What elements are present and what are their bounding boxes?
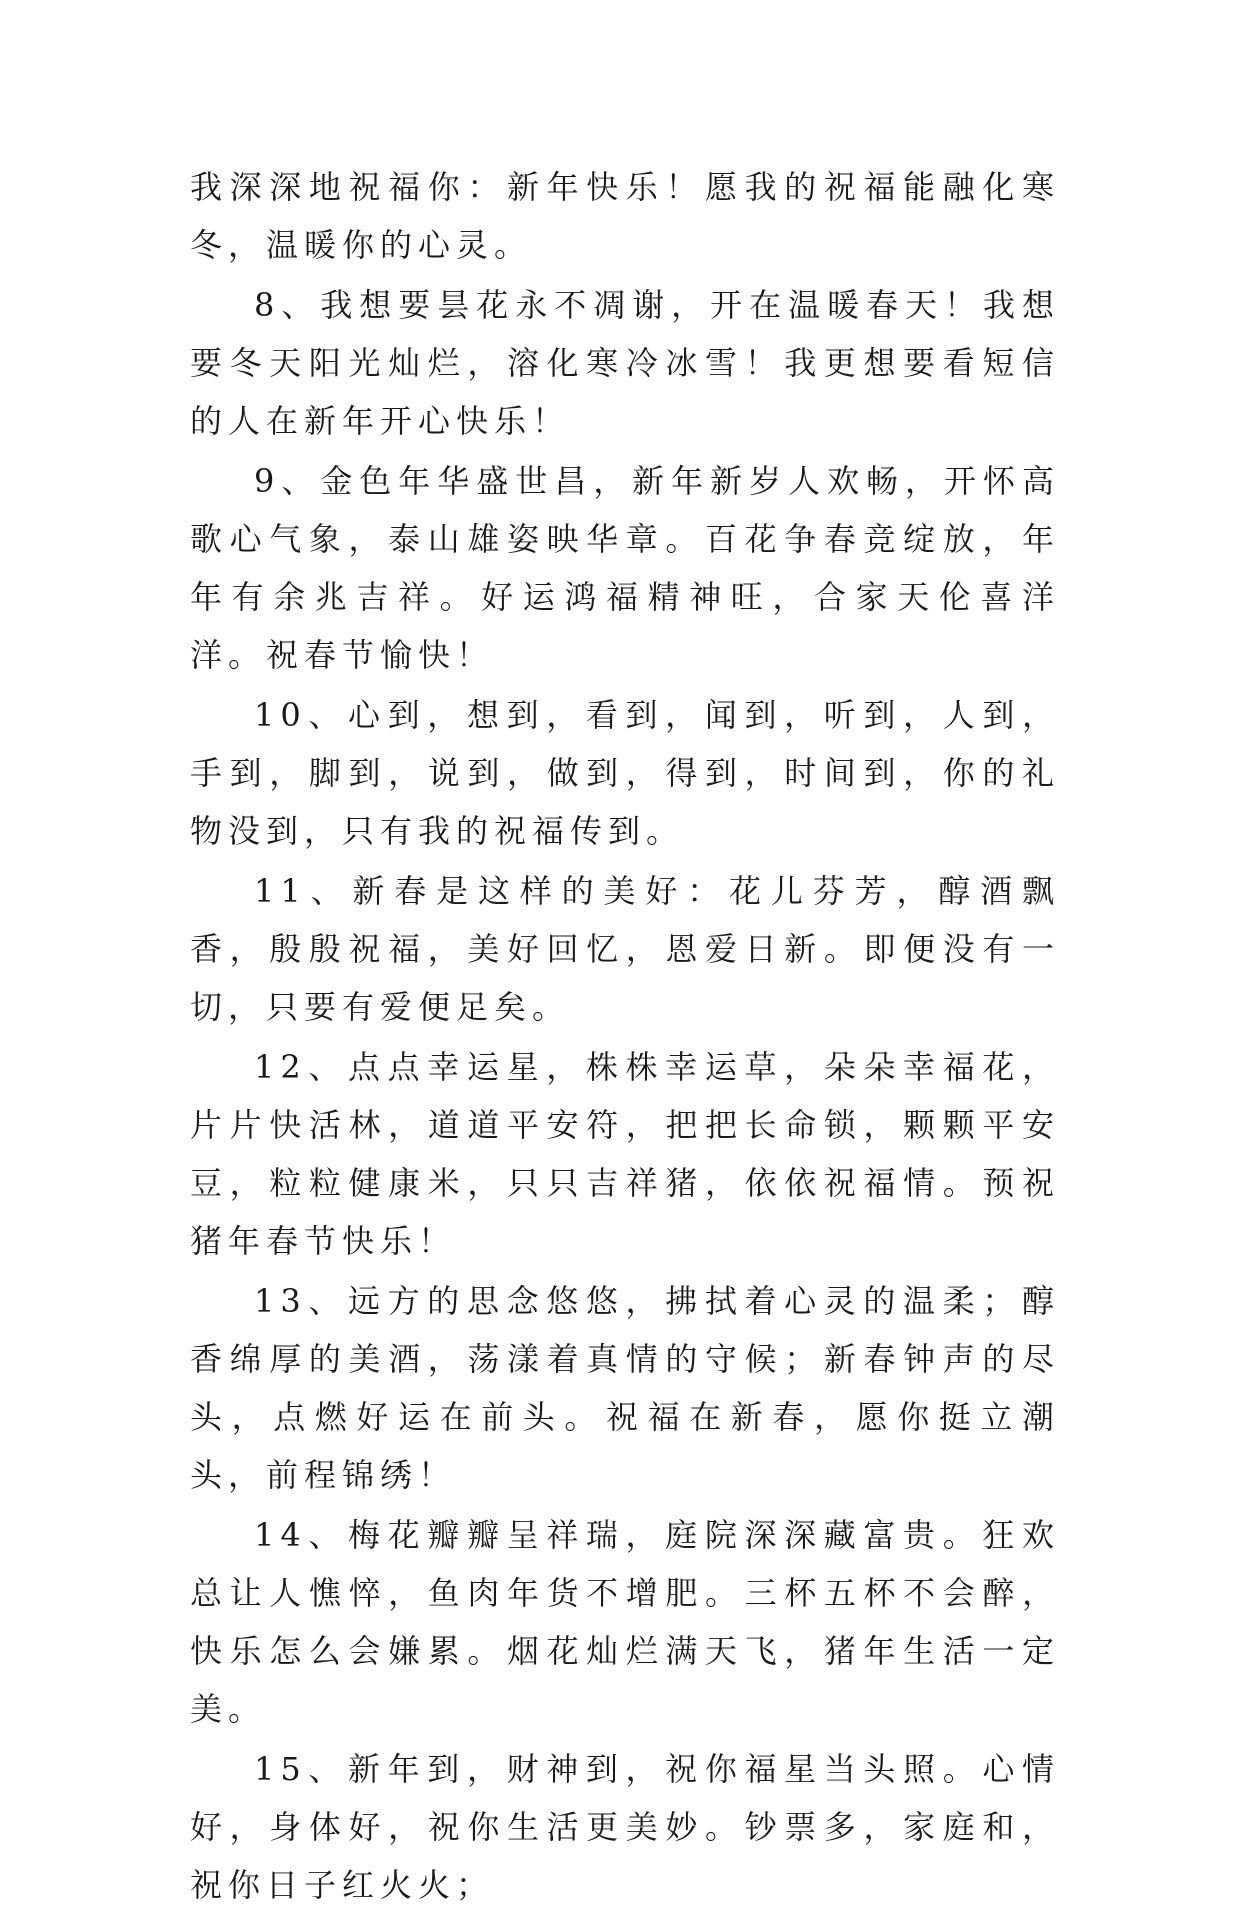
paragraph-item-13: 13、远方的思念悠悠，拂拭着心灵的温柔；醇香绵厚的美酒，荡漾着真情的守候；新春钟声的尽头，点燃好运在前头。祝福在新春，愿你挺立潮头，前程锦绣！ (190, 1282, 1060, 1494)
paragraph-item-12: 12、点点幸运星，株株幸运草，朵朵幸福花，片片快活林，道道平安符，把把长命锁，颗颗平安豆，粒粒健康米，只只吉祥猪，依依祝福情。预祝猪年春节快乐！ (190, 1048, 1060, 1260)
paragraph-item-14: 14、梅花瓣瓣呈祥瑞，庭院深深藏富贵。狂欢总让人憔悴，鱼肉年货不增肥。三杯五杯不会醉，快乐怎么会嫌累。烟花灿烂满天飞，猪年生活一定美。 (190, 1516, 1060, 1728)
paragraph-item-8: 8、我想要昙花永不凋谢，开在温暖春天！我想要冬天阳光灿烂，溶化寒冷冰雪！我更想要看短信的人在新年开心快乐！ (190, 286, 1060, 440)
paragraph-item-11: 11、新春是这样的美好：花儿芬芳，醇酒飘香，殷殷祝福，美好回忆，恩爱日新。即便没有一切，只要有爱便足矣。 (190, 872, 1060, 1026)
paragraph-item-10: 10、心到，想到，看到，闻到，听到，人到，手到，脚到，说到，做到，得到，时间到，你的礼物没到，只有我的祝福传到。 (190, 696, 1060, 850)
paragraph-item-15: 15、新年到，财神到，祝你福星当头照。心情好，身体好，祝你生活更美妙。钞票多，家庭和，祝你日子红火火； (190, 1750, 1060, 1904)
paragraph-continuation: 我深深地祝福你：新年快乐！愿我的祝福能融化寒冬，温暖你的心灵。 (190, 168, 1060, 264)
paragraph-item-9: 9、金色年华盛世昌，新年新岁人欢畅，开怀高歌心气象，泰山雄姿映华章。百花争春竞绽放，年年有余兆吉祥。好运鸿福精神旺，合家天伦喜洋洋。祝春节愉快！ (190, 462, 1060, 674)
document-body (190, 158, 1060, 1916)
